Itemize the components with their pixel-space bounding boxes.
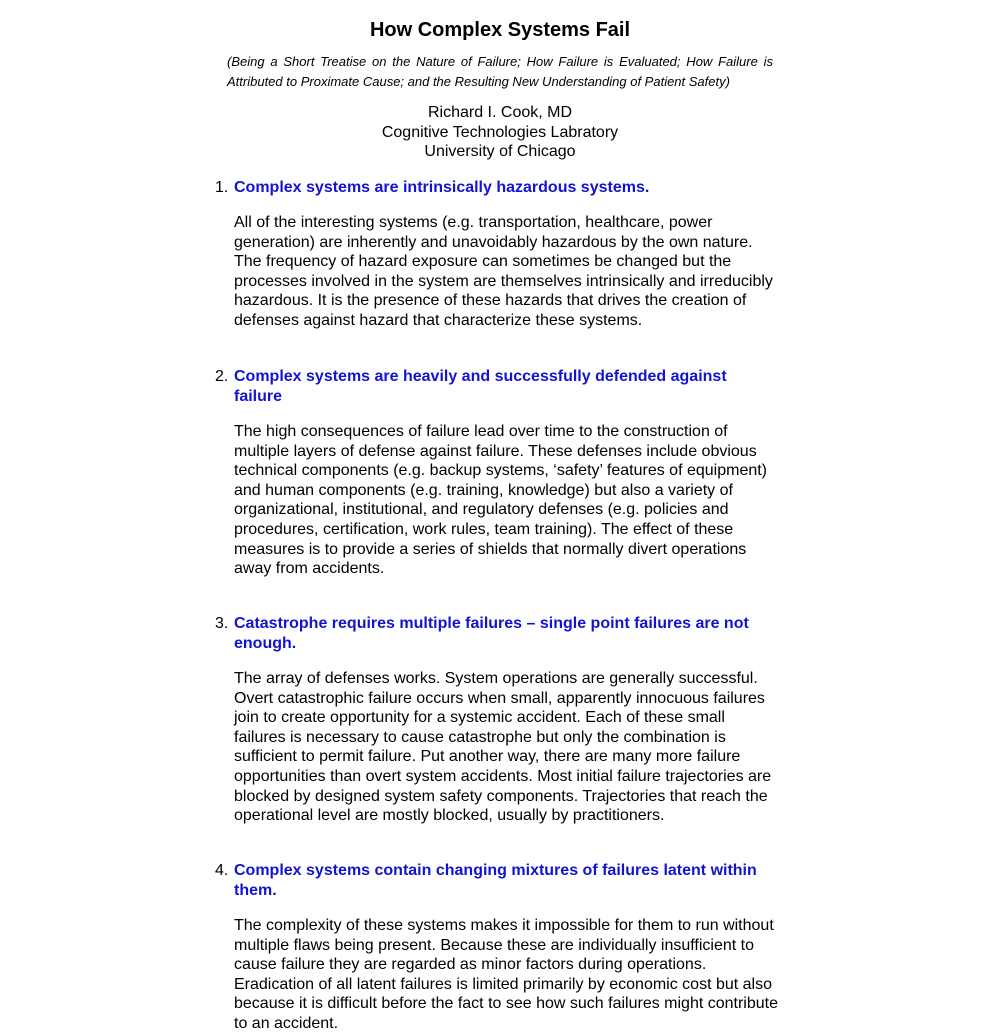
author-lab: Cognitive Technologies Labratory xyxy=(381,123,619,141)
author-name: Richard I. Cook, MD xyxy=(427,104,573,121)
item-number: 1. xyxy=(215,179,229,196)
item-heading: Complex systems contain changing mixtures of failures latent within them. xyxy=(234,862,757,899)
item-number: 2. xyxy=(215,368,229,385)
page-title: How Complex Systems Fail xyxy=(369,19,631,41)
item-body: The complexity of these systems makes it impossible for them to run without multiple flaws being present. Because these are individually insufficient to cause failure they are regarded as minor factors during operations. Eradication of all latent failures is limited primarily by economic cost but also because it is difficult before the fact to see how such failures might contribute to an accident. xyxy=(234,917,778,1032)
item-heading: Complex systems are heavily and successfully defended against failure xyxy=(234,368,727,405)
author-institution: University of Chicago xyxy=(424,143,576,160)
item-heading: Complex systems are intrinsically hazardous systems. xyxy=(234,179,650,196)
item-number: 3. xyxy=(215,615,229,632)
item-body: The array of defenses works. System operations are generally successful. Overt catastrophic failure occurs when small, apparently innocuous failures join to create opportunity for a systemic accident. Each of these small failures is necessary to cause catastrophe but only the combination is sufficient to permit failure. Put another way, there are many more failure opportunities than overt system accidents. Most initial failure trajectories are blocked by designed system safety components. Trajectories that reach the operational level are mostly blocked, usually by practitioners. xyxy=(234,670,772,825)
author-block xyxy=(0,103,1000,162)
page-subtitle: (Being a Short Treatise on the Nature of Failure; How Failure is Evaluated; How Failure is Attributed to Proximate Cause; and the Resulting New Understanding of Patient Safety) xyxy=(227,54,773,89)
item-heading: Catastrophe requires multiple failures – single point failures are not enough. xyxy=(234,615,749,652)
item-number: 4. xyxy=(215,862,229,879)
item-body: All of the interesting systems (e.g. transportation, healthcare, power generation) are inherently and unavoidably hazardous by the own nature. The frequency of hazard exposure can sometimes be changed but the processes involved in the system are themselves intrinsically and irreducibly hazardous. It is the presence of these hazards that drives the creation of defenses against hazard that characterize these systems. xyxy=(234,214,773,329)
item-body: The high consequences of failure lead over time to the construction of multiple layers of defense against failure. These defenses include obvious technical components (e.g. backup systems, ‘safety’ features of equipment) and human components (e.g. training, knowledge) but also a variety of organizational, institutional, and regulatory defenses (e.g. policies and procedures, certification, work rules, team training). The effect of these measures is to provide a series of shields that normally divert operations away from accidents. xyxy=(234,423,768,578)
